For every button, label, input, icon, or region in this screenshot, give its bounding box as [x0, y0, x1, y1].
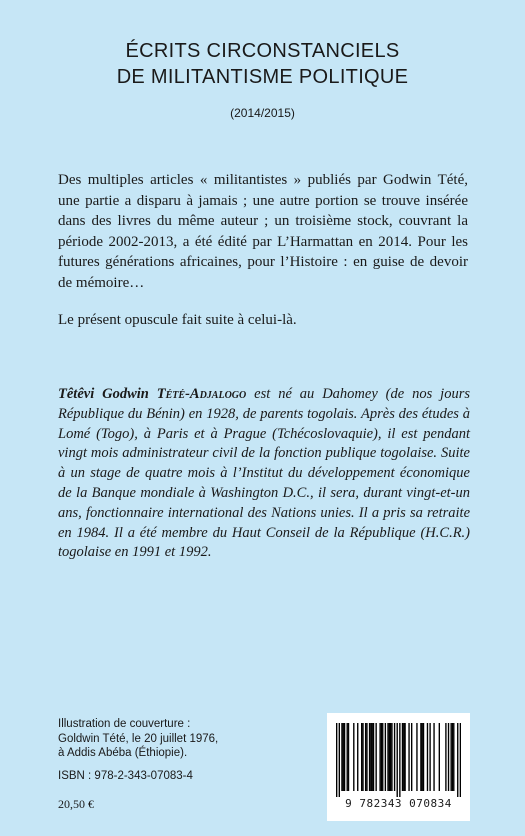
- author-given-names: Têtêvi Godwin: [58, 386, 157, 402]
- cover-credits: [58, 717, 218, 761]
- barcode-bar: [341, 723, 342, 791]
- barcode-bar: [343, 723, 344, 791]
- barcode-bar: [416, 723, 417, 791]
- barcode-bar: [453, 723, 454, 791]
- barcode-bar: [357, 723, 358, 791]
- barcode-bar: [369, 723, 370, 791]
- price-label: 20,50 €: [58, 797, 94, 811]
- credits-line-3: à Addis Abéba (Éthiopie).: [58, 747, 188, 759]
- barcode-bar: [397, 723, 398, 797]
- barcode-bar: [423, 723, 424, 791]
- title-line-2: DE MILITANTISME POLITIQUE: [116, 66, 409, 88]
- barcode-bar: [433, 723, 434, 791]
- title-line-1: ÉCRITS CIRCONSTANCIELS: [125, 40, 400, 62]
- barcode-bar: [370, 723, 371, 791]
- barcode-bar: [422, 723, 423, 791]
- barcode-bar: [399, 723, 400, 797]
- barcode-bar: [445, 723, 446, 791]
- barcode-bar: [344, 723, 345, 791]
- barcode-bar: [404, 723, 405, 791]
- barcode-bar: [460, 723, 461, 797]
- barcode-bar: [390, 723, 391, 791]
- isbn-label: ISBN : 978-2-343-07083-4: [58, 770, 193, 782]
- barcode-bar: [382, 723, 383, 791]
- barcode-bar: [372, 723, 373, 791]
- barcode-bar: [381, 723, 382, 791]
- barcode-bar: [375, 723, 376, 791]
- barcode-bar: [429, 723, 430, 791]
- barcode-bar: [457, 723, 458, 797]
- author-biography: [58, 385, 470, 563]
- barcode-digits: 9 782343 070834: [345, 797, 452, 810]
- barcode-bar: [389, 723, 390, 791]
- barcode-bars: [336, 723, 461, 797]
- barcode-bar: [394, 723, 395, 791]
- barcode-bar: [361, 723, 362, 791]
- barcode-bar: [353, 723, 354, 791]
- author-surname: Tété-Adjalogo: [156, 386, 247, 402]
- barcode-bar: [385, 723, 386, 791]
- book-title: [0, 38, 525, 90]
- barcode-bar: [452, 723, 453, 791]
- barcode-bar: [411, 723, 412, 791]
- biography-text: est né au Dahomey (de nos jours République du Bénin) en 1928, de parents togolais. Après des études à Lomé (Togo), à Paris et à Prague (Tchécoslovaquie), il est pendant vingt mois administrateur civil de la fonction publique togolaise. Suite à un stage de quatre mois à l’Institut du développement économique de la Banque mondiale à Washington D.C., il sera, durant vingt-et-un ans, fonctionnaire international des Nations unies. Il a pris sa retraite en 1984. Il a été membre du Haut Conseil de la République (H.C.R.) togolaise en 1991 et 1992.: [58, 386, 470, 561]
- barcode-bar: [387, 723, 388, 791]
- barcode-bar: [379, 723, 380, 791]
- credits-line-1: Illustration de couverture :: [58, 718, 191, 730]
- barcode-bar: [427, 723, 428, 791]
- barcode-bar: [450, 723, 451, 791]
- years-subtitle: (2014/2015): [230, 106, 295, 120]
- barcode-bar: [373, 723, 374, 791]
- barcode-bar: [362, 723, 363, 791]
- barcode-bar: [336, 723, 337, 797]
- credits-line-2: Goldwin Tété, le 20 juillet 1976,: [58, 732, 219, 745]
- barcode: [327, 713, 470, 821]
- barcode-bar: [339, 723, 340, 797]
- description-paragraph: Des multiples articles « militantistes » publiés par Godwin Tété, une partie a disparu à jamais ; une autre portion se trouve insérée dans des livres du même auteur ; un troisième stock, couvrant la période 2002-2013, a été édité par L’Harmattan en 2014. Pour les futures générations africaines, pour l’Histoire : en guise de devoir de mémoire…: [58, 172, 468, 291]
- barcode-bar: [420, 723, 421, 791]
- barcode-bar: [448, 723, 449, 791]
- barcode-bar: [347, 723, 348, 791]
- continuation-paragraph: Le présent opuscule fait suite à celui-là.: [58, 312, 297, 328]
- barcode-bar: [365, 723, 366, 791]
- barcode-bar: [408, 723, 409, 791]
- barcode-bar: [439, 723, 440, 791]
- barcode-bar: [348, 723, 349, 791]
- barcode-bar: [391, 723, 392, 791]
- barcode-bar: [403, 723, 404, 791]
- barcode-bar: [366, 723, 367, 791]
- barcode-bar: [402, 723, 403, 791]
